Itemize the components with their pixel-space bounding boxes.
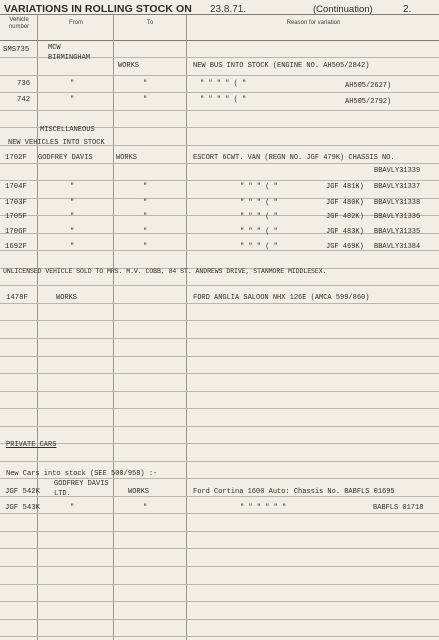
chassis-number: BBAVLY31384 [374, 243, 421, 251]
from-text: " [70, 213, 75, 221]
to-text: " [143, 80, 148, 88]
column-header-from: From [69, 20, 83, 26]
reason-text: ESCORT 6CWT. VAN (REGN NO. JGF 479K) CHASSIS NO. [193, 154, 395, 162]
to-text: WORKS [128, 488, 150, 496]
to-text: " [143, 199, 148, 207]
vehicle-number: 1703F [5, 199, 27, 207]
reason-text: " " " " ( " [200, 80, 247, 88]
vehicle-number: JGF 543K [5, 504, 41, 512]
column-header-reason: Reason for variation [286, 20, 341, 26]
reason-text: " " " " " " [240, 504, 287, 512]
reason-text: " " " " ( " [200, 96, 247, 104]
chassis-number: BBAVLY31337 [374, 183, 421, 191]
from-text: " [70, 96, 75, 104]
vehicle-number: 736 [17, 80, 31, 88]
column-header-vehicle: Vehicle number [8, 17, 30, 30]
reason-text: NEW BUS INTO STOCK (ENGINE NO. AH505/2842) [193, 62, 370, 70]
vehicle-number: 742 [17, 96, 31, 104]
vehicle-number: SMS735 [3, 46, 30, 54]
registration-number: JGF 469K) [326, 243, 364, 251]
registration-number: JGF 483K) [326, 228, 364, 236]
from-text: " [70, 504, 75, 512]
from-text: " [70, 80, 75, 88]
reason-text: " " " ( " [240, 183, 278, 191]
from-text: WORKS [56, 294, 78, 302]
page-number: 2. [403, 4, 412, 15]
reason-text: " " " ( " [240, 243, 278, 251]
from-text: GODFREY DAVIS [54, 480, 109, 488]
to-text: " [143, 96, 148, 104]
registration-number: JGF 480K) [326, 199, 364, 207]
section-heading-new-vehicles: NEW VEHICLES INTO STOCK [8, 139, 105, 147]
vehicle-number: JGF 542K [5, 488, 41, 496]
document-date: 23.8.71. [210, 4, 247, 15]
from-text: " [70, 228, 75, 236]
from-text: " [70, 199, 75, 207]
from-text: " [70, 183, 75, 191]
reason-text: " " " ( " [240, 228, 278, 236]
chassis-number: BBAVLY31339 [374, 167, 421, 175]
reason-text: " " " ( " [240, 213, 278, 221]
to-text: " [143, 243, 148, 251]
chassis-number: BBAVLY31336 [374, 213, 421, 221]
chassis-number: BBAVLY31335 [374, 228, 421, 236]
vehicle-number: 1705F [5, 213, 27, 221]
vehicle-number: 1692F [5, 243, 27, 251]
to-text: " [143, 228, 148, 236]
reason-text: Ford Cortina 1600 Auto: Chassis No. BABFLS 01695 [193, 488, 395, 496]
to-text: " [143, 213, 148, 221]
vehicle-number: 1706F [5, 228, 27, 236]
from-text: LTD. [54, 490, 71, 498]
from-text: BIRMINGHAM [48, 54, 91, 62]
from-text: MCW [48, 44, 61, 52]
vehicle-number: 1478F [6, 294, 28, 302]
to-text: " [143, 504, 148, 512]
section-heading-private-cars: PRIVATE CARS [6, 441, 57, 449]
new-cars-heading: New Cars into stock (SEE 500/958) :- [6, 470, 158, 478]
reason-text: FORD ANGLIA SALOON NHX 126E (AMCA 599/860) [193, 294, 370, 302]
vehicle-number: 1702F [5, 154, 27, 162]
section-heading-miscellaneous: MISCELLANEOUS [40, 126, 95, 134]
reason-text: " " " ( " [240, 199, 278, 207]
vehicle-number: 1704F [5, 183, 27, 191]
from-text: " [70, 243, 75, 251]
unlicensed-vehicle-note: UNLICENSED VEHICLE SOLD TO MRS. M.V. COBB, 84 ST. ANDREWS DRIVE, STANMORE MIDDLESEX. [3, 268, 327, 275]
reason-engine-no: AH505/2627) [345, 82, 392, 90]
to-text: WORKS [116, 154, 138, 162]
continuation-label: (Continuation) [313, 4, 373, 15]
registration-number: JGF 481K) [326, 183, 364, 191]
chassis-number: BABFLS 01718 [373, 504, 424, 512]
reason-engine-no: AH505/2792) [345, 98, 392, 106]
registration-number: JGF 482K) [326, 213, 364, 221]
chassis-number: BBAVLY31338 [374, 199, 421, 207]
document-title: VARIATIONS IN ROLLING STOCK ON [4, 3, 192, 15]
to-text: " [143, 183, 148, 191]
column-header-to: To [146, 20, 154, 26]
from-text: GODFREY DAVIS [38, 154, 93, 162]
to-text: WORKS [118, 62, 140, 70]
